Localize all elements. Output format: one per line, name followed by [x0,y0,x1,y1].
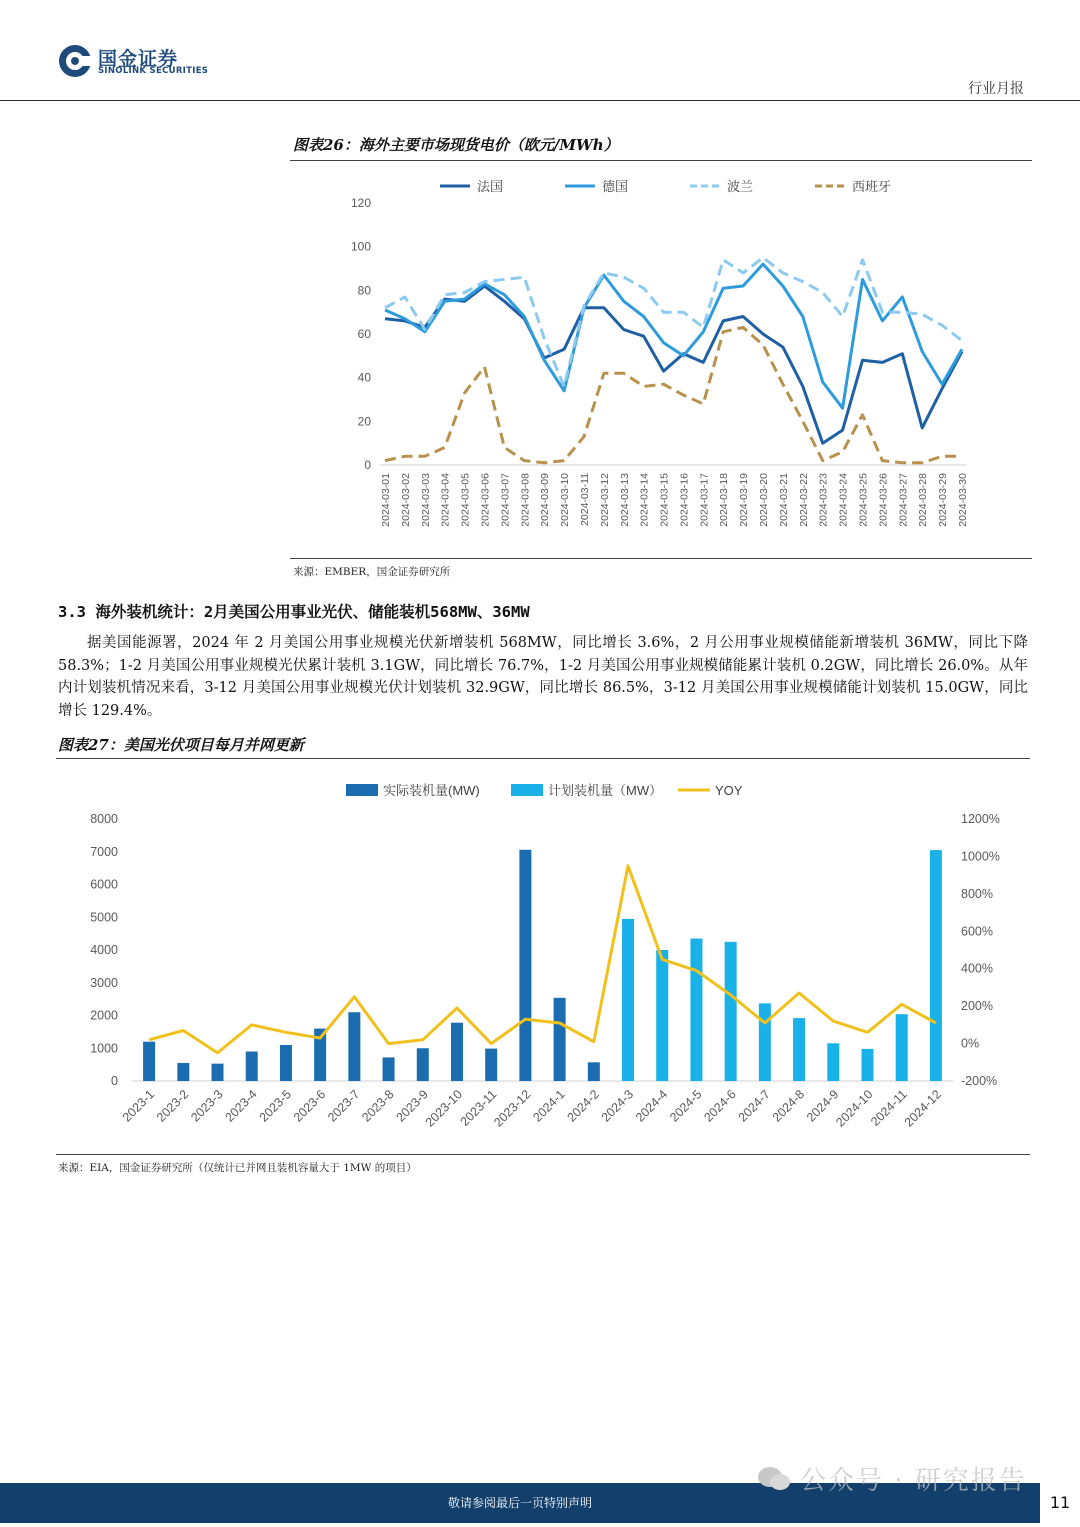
x-tick-label: 2024-8 [769,1087,808,1125]
x-tick-label: 2024-03-12 [598,473,611,527]
x-tick-label: 2024-3 [598,1087,637,1125]
legend-swatch [346,784,378,796]
x-tick-label: 2024-03-13 [618,473,631,527]
header-divider [0,100,1080,101]
y-tick-label: 0 [364,458,371,472]
bar-actual [417,1048,429,1081]
figure26-source: 来源：EMBER，国金证券研究所 [293,566,451,578]
y-tick-label: 5000 [90,910,118,925]
x-tick-label: 2023-9 [393,1087,431,1125]
bar-planned [656,950,668,1081]
series-line-1 [385,264,962,408]
x-tick-label: 2024-03-11 [578,473,591,526]
x-tick-label: 2024-03-21 [777,473,790,527]
x-tick-label: 2024-03-23 [817,473,830,527]
x-tick-label: 2024-12 [901,1087,945,1130]
x-tick-label: 2024-03-29 [937,473,950,527]
legend-label: 法国 [477,179,504,194]
x-tick-label: 2024-03-07 [499,473,512,527]
bar-actual [519,850,531,1081]
y2-tick-label: 800% [961,886,993,901]
us-pv-monthly-chart [56,764,1030,1154]
x-tick-label: 2024-1 [530,1087,568,1125]
figure26-top-rule [290,160,1032,161]
bar-planned [930,850,942,1081]
x-tick-label: 2024-03-16 [678,473,691,527]
bar-planned [861,1049,873,1081]
watermark-text: 公众号 · 研究报告 [800,1466,1027,1496]
x-tick-label: 2024-03-04 [439,473,452,527]
x-tick-label: 2024-4 [632,1087,671,1125]
y-tick-label: 120 [350,196,371,210]
y-tick-label: 3000 [90,975,118,990]
x-tick-label: 2023-1 [119,1087,158,1125]
y2-tick-label: 1000% [961,849,1000,864]
x-tick-label: 2024-7 [735,1087,773,1125]
bar-planned [793,1018,805,1081]
bar-actual [348,1012,360,1081]
bar-planned [690,939,702,1081]
figure27-top-rule [56,758,1030,759]
bar-planned [725,942,737,1081]
footer-disclaimer-note: 敬请参阅最后一页特别声明 [447,1496,592,1510]
x-tick-label: 2024-03-10 [559,473,572,527]
x-tick-label: 2023-11 [457,1087,500,1129]
y-tick-label: 4000 [90,943,118,957]
y-tick-label: 1000 [90,1041,118,1056]
bar-actual [143,1042,155,1081]
y-tick-label: 40 [357,370,371,385]
legend-swatch [511,784,543,796]
legend-label: 实际装机量(MW) [383,783,480,798]
x-tick-label: 2024-2 [564,1087,602,1125]
section-heading: 3.3 海外装机统计：2月美国公用事业光伏、储能装机568MW、36MW [58,603,530,621]
bar-planned [622,919,634,1081]
legend-label: 计划装机量（MW） [548,783,663,798]
x-tick-label: 2024-03-08 [519,473,532,527]
x-tick-label: 2024-5 [667,1087,705,1125]
x-tick-label: 2024-9 [803,1087,842,1125]
figure27-title: 图表27：美国光伏项目每月并网更新 [58,736,304,754]
y-tick-label: 60 [357,327,371,341]
x-tick-label: 2024-03-14 [638,473,651,527]
legend-label: YOY [715,783,743,798]
x-tick-label: 2024-03-03 [419,473,432,527]
bar-actual [246,1052,258,1081]
report-type-label: 行业月报 [968,81,1024,97]
x-tick-label: 2024-03-01 [380,473,392,527]
x-tick-label: 2024-03-27 [897,473,910,527]
bar-actual [177,1063,189,1081]
y-tick-label: 20 [357,414,371,429]
y2-tick-label: 400% [961,961,993,976]
bar-actual [554,998,566,1081]
x-tick-label: 2024-03-24 [837,473,850,527]
section-paragraph: 据美国能源署，2024 年 2 月美国公用事业规模光伏新增装机 568MW，同比增长 3.6%，2 月公用事业规模储能新增装机 36MW，同比下降 58.3%；1-2 月美国公用事业规模光伏累计装机 3.1GW，同比增长 76.7%，1-2 月美国公用事业规模储能累计装机 0.2GW，同比增长 26.0%。从年内计划装机情况来看，3-12 月美国公用事业规模光伏计划装机 32.9GW，同比增长 86.5%，3-12 月美国公用事业规模储能计划装机 15.0GW，同比增长 129.4%。 [58,635,1028,719]
x-tick-label: 2024-10 [833,1087,876,1130]
y2-tick-label: -200% [961,1074,998,1088]
spot-price-line-chart [290,166,1032,556]
x-tick-label: 2024-03-28 [917,473,930,527]
yoy-line [149,866,936,1053]
y-tick-label: 2000 [90,1008,118,1023]
bar-planned [759,1003,771,1081]
figure27-bottom-rule [56,1154,1030,1155]
y-tick-label: 0 [111,1074,118,1088]
bar-actual [485,1049,497,1081]
y2-tick-label: 200% [961,999,993,1014]
bar-planned [827,1043,839,1081]
page-number: 11 [1049,1493,1071,1512]
wechat-icon [756,1464,792,1494]
bar-actual [451,1023,463,1081]
x-tick-label: 2024-03-09 [539,473,552,527]
x-tick-label: 2023-10 [422,1087,466,1130]
figure26-title: 图表26：海外主要市场现货电价（欧元/MWh） [293,136,619,154]
series-line-2 [385,258,962,387]
legend-label: 西班牙 [852,179,892,194]
legend-label: 德国 [602,179,629,194]
y-tick-label: 6000 [90,877,118,892]
x-tick-label: 2023-12 [491,1087,534,1130]
y-tick-label: 80 [357,283,371,298]
brand-name-cn: 国金证券 [98,48,179,70]
x-tick-label: 2024-03-20 [758,473,771,527]
x-tick-label: 2024-03-15 [658,473,671,527]
x-tick-label: 2023-3 [188,1087,226,1125]
x-tick-label: 2023-4 [222,1087,260,1125]
bar-actual [280,1045,292,1081]
x-tick-label: 2024-03-26 [877,473,890,527]
x-tick-label: 2023-8 [359,1087,397,1125]
x-tick-label: 2024-03-19 [738,473,751,527]
x-tick-label: 2024-03-25 [857,473,870,527]
y2-tick-label: 600% [961,924,993,939]
bar-actual [212,1064,224,1081]
figure26-bottom-rule [290,558,1032,559]
x-tick-label: 2023-6 [290,1087,329,1125]
y-tick-label: 8000 [90,812,118,826]
y-tick-label: 100 [350,239,371,254]
x-tick-label: 2024-03-05 [459,473,472,527]
brand-name-en: SINOLINK SECURITIES [98,66,209,76]
x-tick-label: 2024-11 [868,1087,910,1129]
bar-actual [588,1062,600,1081]
bar-planned [896,1014,908,1081]
x-tick-label: 2024-03-18 [718,473,731,527]
y2-tick-label: 0% [961,1036,980,1051]
x-tick-label: 2024-03-02 [399,473,412,527]
sinolink-logo-icon [58,44,92,78]
x-tick-label: 2024-03-06 [479,473,492,527]
x-tick-label: 2023-7 [325,1087,363,1125]
x-tick-label: 2024-03-30 [957,473,969,527]
y-tick-label: 7000 [90,844,118,859]
figure27-source: 来源：EIA，国金证券研究所（仅统计已并网且装机容量大于 1MW 的项目） [58,1162,417,1174]
x-tick-label: 2024-03-22 [797,473,810,527]
bar-actual [383,1057,395,1081]
x-tick-label: 2024-6 [701,1087,739,1125]
x-tick-label: 2023-5 [256,1087,295,1125]
legend-label: 波兰 [727,179,754,194]
y2-tick-label: 1200% [961,812,1000,826]
x-tick-label: 2023-2 [154,1087,192,1125]
x-tick-label: 2024-03-17 [698,473,711,527]
